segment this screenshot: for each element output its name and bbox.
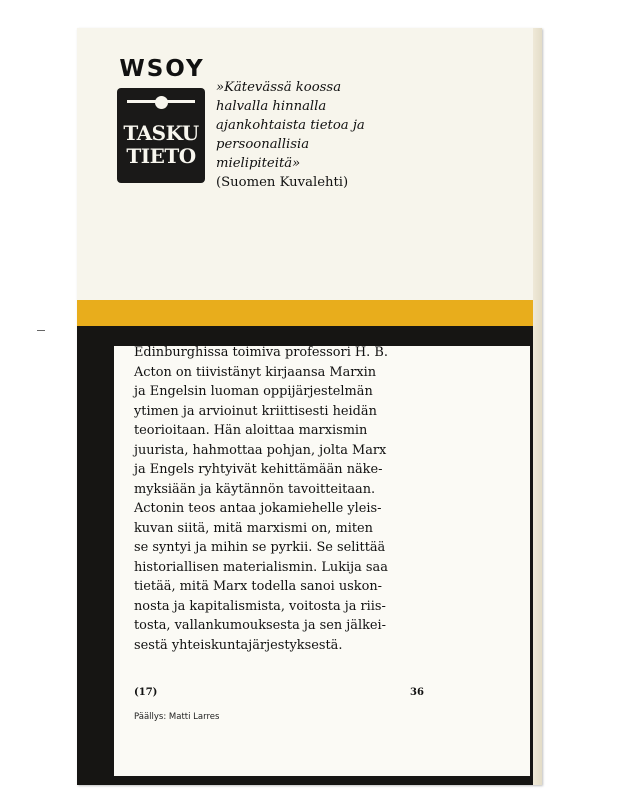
description-line: nosta ja kapitalismista, voitosta ja riis- [134, 598, 386, 614]
description-line: Edinburghissa toimiva professori H. B. [134, 345, 388, 360]
description-line: ytimen ja arvioinut kriittisesti heidän [134, 403, 377, 419]
quote-line: persoonallisia [216, 137, 310, 152]
description-line: ja Engels ryhtyivät kehittämään näke- [134, 462, 383, 477]
description-line: historiallisen materialismin. Lukija saa [134, 559, 388, 575]
description-line: tietää, mitä Marx todella sanoi uskon- [134, 579, 382, 594]
description-line: Actonin teos antaa jokamiehelle yleis- [134, 501, 382, 516]
series-name-line2: TIETO [126, 144, 196, 168]
series-name [117, 122, 205, 168]
quote-line: halvalla hinnalla [216, 99, 327, 114]
series-number: 36 [410, 687, 424, 698]
yellow-stripe [77, 300, 542, 326]
description-line: juurista, hahmottaa pohjan, jolta Marx [134, 442, 387, 458]
publisher-name: WSOY [119, 56, 205, 82]
series-logo-box [117, 88, 205, 183]
description-line: tosta, vallankumouksesta ja sen jälkei- [134, 618, 386, 633]
publisher-logo [117, 56, 207, 183]
cover-credit: Päällys: Matti Larres [134, 712, 220, 722]
cover-edge [533, 28, 542, 785]
quote-line: mielipiteitä» [216, 156, 301, 171]
series-name-line1: TASKU [123, 121, 199, 145]
press-quote [216, 78, 516, 192]
quote-source: (Suomen Kuvalehti) [216, 175, 349, 190]
logo-dot-icon [155, 96, 168, 109]
description-line: sestä yhteiskuntajärjestyksestä. [134, 637, 343, 653]
series-code: (17) [134, 687, 158, 698]
description-line: se syntyi ja mihin se pyrkii. Se selittää [134, 540, 386, 555]
quote-line: »Kätevässä koossa [216, 80, 342, 95]
quote-line: ajankohtaista tietoa ja [216, 118, 365, 133]
dash-mark [37, 330, 45, 331]
description-line: teorioitaan. Hän aloittaa marxismin [134, 423, 368, 438]
description-line: kuvan siitä, mitä marxismi on, miten [134, 520, 373, 536]
description-line: ja Engelsin luoman oppijärjestelmän [134, 384, 373, 399]
description-line: myksiään ja käytännön tavoitteitaan. [134, 481, 376, 497]
book-description [134, 343, 434, 655]
description-line: Acton on tiivistänyt kirjaansa Marxin [134, 364, 377, 380]
